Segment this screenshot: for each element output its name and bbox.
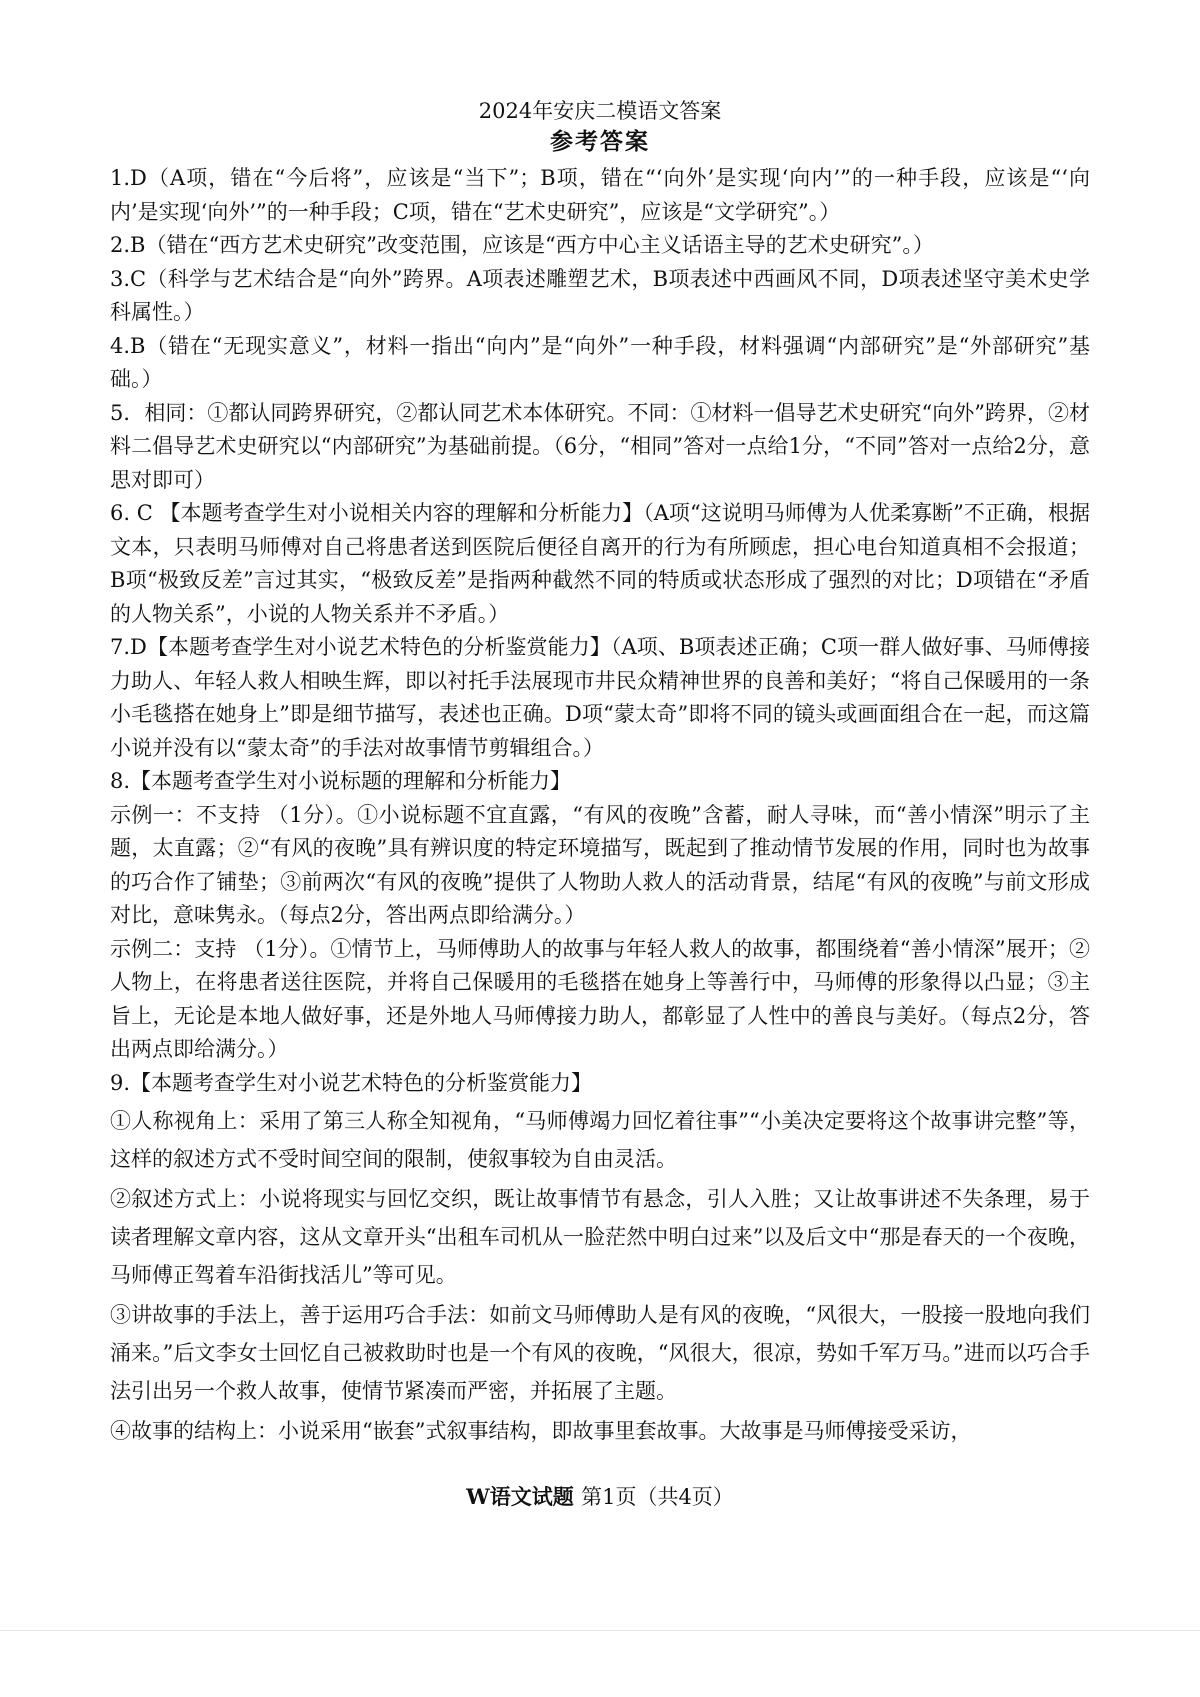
answer-q1: 1.D（A项，错在“今后将”，应该是“当下”；B项，错在“‘向外’是实现‘向内’”的一种手段，应该是“‘向内’是实现‘向外’”的一种手段；C项，错在“艺术史研究”，应该是“文学研究”。）: [110, 166, 1090, 224]
page-edge-divider: [0, 1630, 1200, 1631]
document-subtitle: 参考答案: [550, 128, 650, 155]
answer-q5: 5．相同：①都认同跨界研究，②都认同艺术本体研究。不同：①材料一倡导艺术史研究“向外”跨界，②材料二倡导艺术史研究以“内部研究”为基础前提。（6分，“相同”答对一点给1分，“不同”答对一点给2分，意思对即可）: [110, 400, 1090, 492]
footer-label: W语文试题: [466, 1484, 574, 1509]
answer-q8-example1: 示例一：不支持 （1分）。①小说标题不宜直露，“有风的夜晚”含蓄，耐人寻味，而“善小情深”明示了主题，太直露；②“有风的夜晚”具有辨识度的特定环境描写，既起到了推动情节发展的作用，同时也为故事的巧合作了铺垫；③前两次“有风的夜晚”提供了人物助人救人的活动背景，结尾“有风的夜晚”与前文形成对比，意味隽永。（每点2分，答出两点即给满分。）: [110, 802, 1090, 927]
answer-q9-point3: ③讲故事的手法上，善于运用巧合手法：如前文马师傅助人是有风的夜晚，“风很大，一股接一股地向我们涌来。”后文李女士回忆自己被救助时也是一个有风的夜晚，“风很大，很凉，势如千军万马。”进而以巧合手法引出另一个救人故事，使情节紧凑而严密，并拓展了主题。: [110, 1303, 1090, 1403]
answer-q9-point2: ②叙述方式上：小说将现实与回忆交织，既让故事情节有悬念，引人入胜；又让故事讲述不失条理，易于读者理解文章内容，这从文章开头“出租车司机从一脸茫然中明白过来”以及后文中“那是春天的一个夜晚，马师傅正驾着车沿街找活儿”等可见。: [110, 1187, 1090, 1287]
answer-q2: 2.B（错在“西方艺术史研究”改变范围，应该是“西方中心主义话语主导的艺术史研究”。）: [110, 233, 934, 257]
answer-q8-heading: 8.【本题考查学生对小说标题的理解和分析能力】: [110, 769, 572, 793]
answer-q7: 7.D【本题考查学生对小说艺术特色的分析鉴赏能力】（A项、B项表述正确；C项一群人做好事、马师傅接力助人、年轻人救人相映生辉，即以衬托手法展现市井民众精神世界的良善和美好；“将自己保暖用的一条小毛毯搭在她身上”即是细节描写，表述也正确。D项“蒙太奇”即将不同的镜头或画面组合在一起，而这篇小说并没有以“蒙太奇”的手法对故事情节剪辑组合。）: [110, 635, 1090, 760]
answer-q9-point1: ①人称视角上：采用了第三人称全知视角，“马师傅竭力回忆着往事”“小美决定要将这个故事讲完整”等，这样的叙述方式不受时间空间的限制，使叙事较为自由灵活。: [110, 1109, 1090, 1171]
answer-q3: 3.C（科学与艺术结合是“向外”跨界。A项表述雕塑艺术，B项表述中西画风不同，D项表述坚守美术史学科属性。）: [110, 266, 1090, 324]
answer-q6: 6. C 【本题考查学生对小说相关内容的理解和分析能力】（A项“这说明马师傅为人优柔寡断”不正确，根据文本，只表明马师傅对自己将患者送到医院后便径自离开的行为有所顾虑，担心电台知道真相不会报道；B项“极致反差”言过其实，“极致反差”是指两种截然不同的特质或状态形成了强烈的对比；D项错在“矛盾的人物关系”，小说的人物关系并不矛盾。）: [110, 501, 1090, 626]
answer-page: [110, 0, 1090, 1452]
answer-q9-point4: ④故事的结构上：小说采用“嵌套”式叙事结构，即故事里套故事。大故事是马师傅接受采访，: [110, 1419, 972, 1443]
page-footer: [0, 1481, 1200, 1511]
footer-page-number: 第1页（共4页）: [581, 1485, 734, 1509]
answer-q9-heading: 9.【本题考查学生对小说艺术特色的分析鉴赏能力】: [110, 1070, 593, 1095]
answer-q8-example2: 示例二：支持 （1分）。①情节上，马师傅助人的故事与年轻人救人的故事，都围绕着“善小情深”展开；②人物上，在将患者送往医院，并将自己保暖用的毛毯搭在她身上等善行中，马师傅的形象得以凸显；③主旨上，无论是本地人做好事，还是外地人马师傅接力助人，都彰显了人性中的善良与美好。（每点2分，答出两点即给满分。）: [110, 936, 1090, 1061]
document-title: 2024年安庆二模语文答案: [478, 99, 722, 123]
answer-body: [110, 162, 1090, 1450]
answer-q4: 4.B（错在“无现实意义”，材料一指出“向内”是“向外”一种手段，材料强调“内部研究”是“外部研究”基础。）: [110, 333, 1090, 391]
